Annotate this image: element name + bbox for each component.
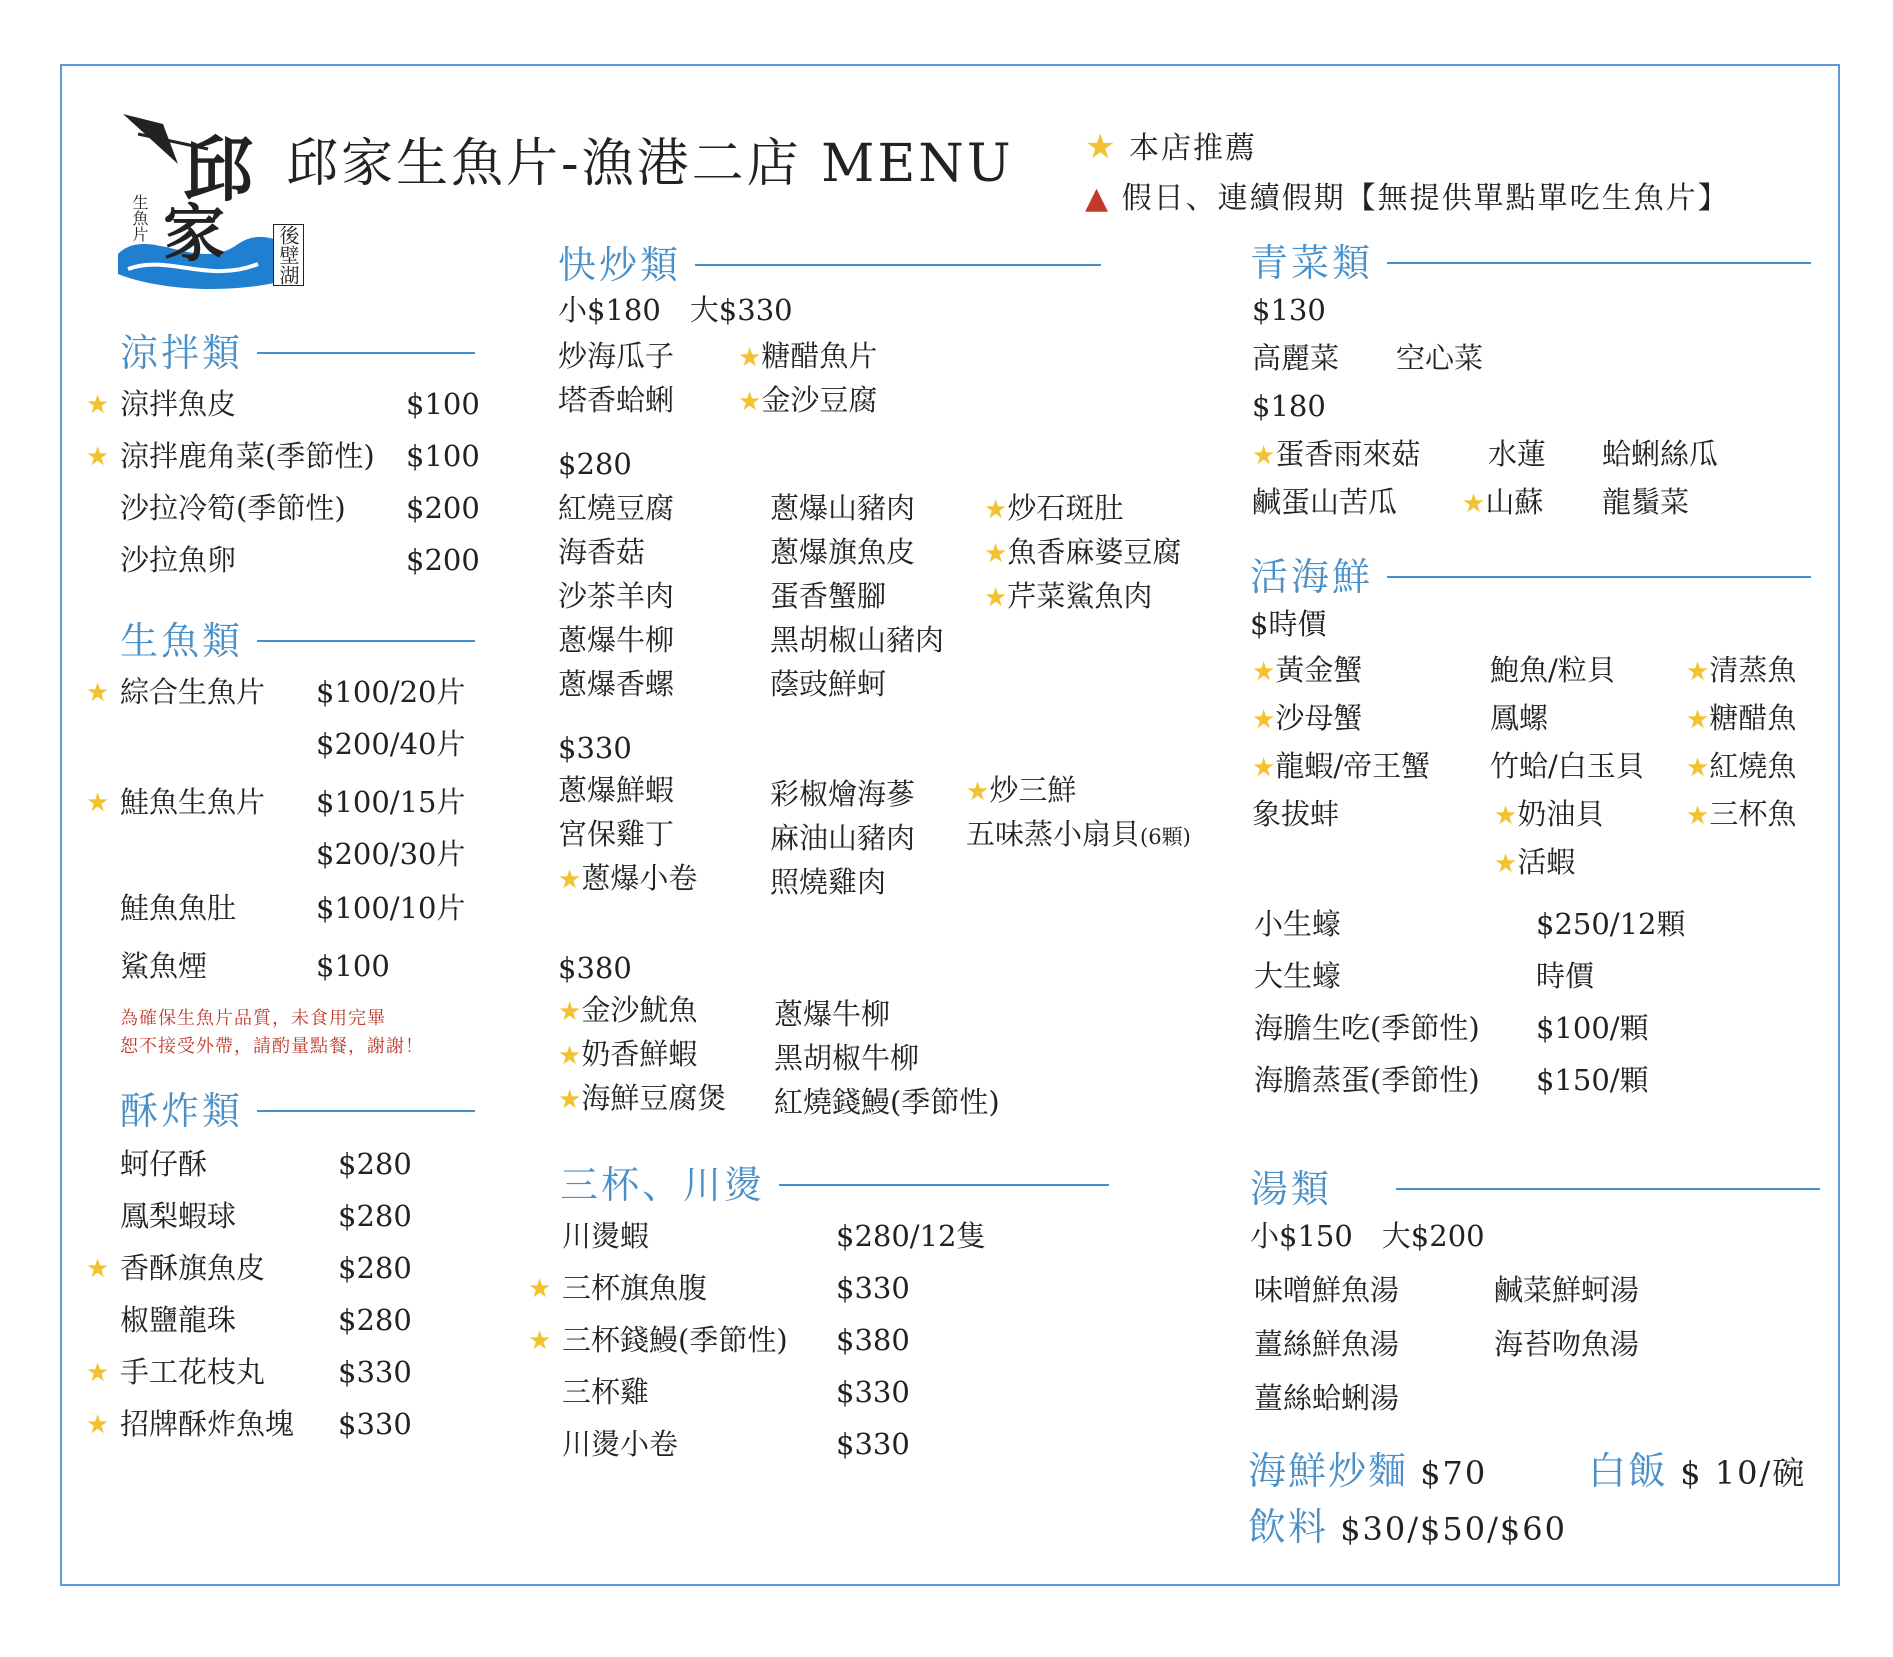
stirfry-item: ★蔥爆小卷 [558,861,698,895]
live-item: 鮑魚/粒貝 [1490,653,1616,687]
sashimi-item-price: $100 [316,949,390,983]
section-soup [1250,1167,1820,1211]
star-icon: ★ [1252,657,1276,687]
veg-item: 空心菜 [1396,341,1484,375]
liangban-item-name: 涼拌鹿角菜(季節性) [120,439,375,473]
star-icon: ★ [86,1254,110,1284]
fried-item-price: $330 [338,1355,412,1389]
star-icon: ★ [1252,441,1276,471]
stirfry-item: 蔭豉鮮蚵 [770,667,887,701]
sanbei-item-name: 三杯旗魚腹 [562,1271,708,1305]
noodle-label: 海鮮炒麵 [1248,1449,1409,1493]
live-item: ★糖醋魚 [1686,701,1797,735]
noodle-price: $70 [1420,1454,1488,1492]
stirfry-item: 蔥爆牛柳 [774,997,891,1031]
stirfry-price: $280 [558,447,632,481]
section-sashimi [120,619,475,663]
star-icon: ★ [86,788,110,818]
section-rule [1387,576,1811,578]
section-rule [1396,1188,1820,1190]
stirfry-size: 小$180 大$330 [558,293,793,327]
footer-drink [1248,1505,1567,1549]
oyster-name: 大生蠔 [1254,959,1342,993]
star-icon: ★ [966,777,990,807]
star-icon: ★ [738,343,762,373]
section-heading: 快炒類 [558,243,682,287]
warning-triangle-icon: ▲ [1085,181,1111,216]
stirfry-item: 紅燒錢鰻(季節性) [774,1085,1000,1119]
soup-item: 味噌鮮魚湯 [1254,1273,1400,1307]
star-icon: ★ [738,387,762,417]
live-item: ★沙母蟹 [1252,701,1363,735]
star-icon: ★ [558,1085,582,1115]
stirfry-item: 塔香蛤蜊 [558,383,675,417]
fried-item-price: $280 [338,1147,412,1181]
sanbei-item-name: 川燙蝦 [562,1219,650,1253]
legend-recommended-label: 本店推薦 [1129,131,1258,166]
legend-holiday-note: 假日、連續假期【無提供單點單吃生魚片】 [1121,181,1730,216]
fried-item-price: $280 [338,1199,412,1233]
sashimi-item-name: 綜合生魚片 [120,675,266,709]
rice-label: 白飯 [1588,1449,1669,1493]
section-heading: 青菜類 [1250,241,1374,285]
section-rule [1387,262,1811,264]
live-item: ★清蒸魚 [1686,653,1797,687]
star-icon: ★ [528,1274,552,1304]
star-icon: ★ [86,1358,110,1388]
sanbei-item-name: 三杯雞 [562,1375,650,1409]
soup-item: 薑絲蛤蜊湯 [1254,1381,1400,1415]
liangban-item-price: $100 [406,439,480,473]
star-icon: ★ [1686,801,1710,831]
stirfry-item: 蔥爆旗魚皮 [770,535,916,569]
sanbei-item-price: $380 [836,1323,910,1357]
section-heading: 活海鮮 [1250,555,1374,599]
sashimi-item-price: $100/15片 [316,785,466,819]
stirfry-item: 麻油山豬肉 [770,821,916,855]
legend-recommended [1085,127,1258,167]
star-icon: ★ [86,390,110,420]
oyster-name: 小生蠔 [1254,907,1342,941]
fried-item-name: 椒鹽龍珠 [120,1303,237,1337]
stirfry-item: 宮保雞丁 [558,817,675,851]
live-item: 鳳螺 [1490,701,1549,735]
section-heading: 涼拌類 [120,331,244,375]
portion-note: (6顆) [1140,825,1191,849]
logo-sub-2: 後壁湖 [273,224,304,286]
liangban-item-price: $200 [406,491,480,525]
veg-item: ★山蘇 [1462,485,1544,519]
section-rule [779,1184,1109,1186]
star-icon: ★ [558,997,582,1027]
star-icon: ★ [1494,801,1518,831]
live-item: ★奶油貝 [1494,797,1605,831]
stirfry-item: 蔥爆牛柳 [558,623,675,657]
stirfry-item: ★芹菜鯊魚肉 [984,579,1153,613]
sashimi-note-1: 為確保生魚片品質，未食用完畢 [120,1008,386,1029]
stirfry-item: 海香菇 [558,535,646,569]
star-icon: ★ [984,539,1008,569]
stirfry-price: $330 [558,731,632,765]
fried-item-name: 手工花枝丸 [120,1355,266,1389]
oyster-name: 海膽生吃(季節性) [1254,1011,1480,1045]
live-item: ★活蝦 [1494,845,1576,879]
sashimi-item-name: 鮭魚魚肚 [120,891,237,925]
star-icon: ★ [984,583,1008,613]
live-item: 竹蛤/白玉貝 [1490,749,1645,783]
section-stirfry [558,243,1101,287]
stirfry-item: ★海鮮豆腐煲 [558,1081,727,1115]
stirfry-item: 沙茶羊肉 [558,579,675,613]
logo-sub-1: 生魚片 [130,194,149,242]
stirfry-item: 蔥爆山豬肉 [770,491,916,525]
star-icon: ★ [1252,705,1276,735]
sanbei-item-price: $280/12隻 [836,1219,986,1253]
oyster-price: $150/顆 [1536,1063,1649,1097]
fried-item-price: $280 [338,1251,412,1285]
stirfry-item: ★炒三鮮 [966,773,1077,807]
sashimi-item-price: $200/40片 [316,727,466,761]
section-heading: 酥炸類 [120,1089,244,1133]
star-icon: ★ [86,678,110,708]
legend-holiday [1085,181,1730,216]
drink-price: $30/$50/$60 [1340,1510,1567,1548]
sashimi-item-price: $200/30片 [316,837,466,871]
section-veg [1250,241,1811,285]
sashimi-item-price: $100/10片 [316,891,466,925]
logo-char-1: 邱 [183,128,253,211]
stirfry-item: 黑胡椒山豬肉 [770,623,945,657]
veg-item: 鹹蛋山苦瓜 [1252,485,1398,519]
section-rule [257,640,475,642]
oyster-price: $250/12顆 [1536,907,1686,941]
live-item: ★三杯魚 [1686,797,1797,831]
liangban-item-name: 涼拌魚皮 [120,387,237,421]
liangban-item-name: 沙拉冷筍(季節性) [120,491,346,525]
soup-item: 薑絲鮮魚湯 [1254,1327,1400,1361]
star-icon: ★ [1085,127,1118,167]
live-item: ★紅燒魚 [1686,749,1797,783]
fried-item-name: 香酥旗魚皮 [120,1251,266,1285]
logo-char-2: 家 [163,197,226,270]
star-icon: ★ [1686,657,1710,687]
liangban-item-name: 沙拉魚卵 [120,543,237,577]
section-sanbei [560,1163,1109,1207]
stirfry-item: 蔥爆香螺 [558,667,675,701]
live-item: 象拔蚌 [1252,797,1340,831]
footer-rice [1588,1449,1807,1493]
sanbei-item-name: 川燙小卷 [562,1427,679,1461]
soup-item: 海苔吻魚湯 [1494,1327,1640,1361]
live-item: ★龍蝦/帝王蟹 [1252,749,1431,783]
fried-item-name: 招牌酥炸魚塊 [120,1407,295,1441]
oyster-price: 時價 [1536,959,1595,993]
star-icon: ★ [984,495,1008,525]
stirfry-price: $380 [558,951,632,985]
stirfry-item: ★魚香麻婆豆腐 [984,535,1182,569]
soup-item: 鹹菜鮮蚵湯 [1494,1273,1640,1307]
stirfry-item: 炒海瓜子 [558,339,675,373]
section-heading: 三杯、川燙 [560,1163,766,1207]
stirfry-item: ★金沙豆腐 [738,383,878,417]
section-heading: 湯類 [1250,1167,1333,1211]
star-icon: ★ [1462,489,1486,519]
soup-size: 小$150 大$200 [1250,1219,1485,1253]
sanbei-item-name: 三杯錢鰻(季節性) [562,1323,788,1357]
fried-item-name: 蚵仔酥 [120,1147,208,1181]
live-item: ★黃金蟹 [1252,653,1363,687]
page-title: 邱家生魚片-漁港二店 MENU [286,134,1014,194]
veg-item: 高麗菜 [1252,341,1340,375]
star-icon: ★ [86,442,110,472]
rice-price: $ 10/碗 [1680,1454,1807,1492]
stirfry-item: 彩椒燴海蔘 [770,777,916,811]
stirfry-item: ★奶香鮮蝦 [558,1037,698,1071]
star-icon: ★ [558,865,582,895]
stirfry-item: ★糖醋魚片 [738,339,878,373]
section-live [1250,555,1811,599]
stirfry-item: 蛋香蟹腳 [770,579,887,613]
stirfry-item: 黑胡椒牛柳 [774,1041,920,1075]
sashimi-item-name: 鮭魚生魚片 [120,785,266,819]
stirfry-item: 蔥爆鮮蝦 [558,773,675,807]
stirfry-item: ★炒石斑肚 [984,491,1124,525]
section-fried [120,1089,475,1133]
sashimi-note-2: 恕不接受外帶，請酌量點餐，謝謝！ [120,1036,424,1057]
sashimi-item-price: $100/20片 [316,675,466,709]
fried-item-name: 鳳梨蝦球 [120,1199,237,1233]
star-icon: ★ [1686,705,1710,735]
fried-item-price: $280 [338,1303,412,1337]
section-rule [257,1110,475,1112]
liangban-item-price: $200 [406,543,480,577]
stirfry-item: 五味蒸小扇貝(6顆) [966,817,1191,851]
section-rule [257,352,475,354]
star-icon: ★ [1252,753,1276,783]
star-icon: ★ [528,1326,552,1356]
star-icon: ★ [558,1041,582,1071]
liangban-item-price: $100 [406,387,480,421]
sanbei-item-price: $330 [836,1375,910,1409]
footer-noodle [1248,1449,1488,1493]
sanbei-item-price: $330 [836,1271,910,1305]
star-icon: ★ [1494,849,1518,879]
veg-item: 蛤蜊絲瓜 [1602,437,1719,471]
stirfry-item: ★金沙魷魚 [558,993,698,1027]
section-liangban [120,331,475,375]
section-heading: 生魚類 [120,619,244,663]
veg-item: 水蓮 [1488,437,1547,471]
section-rule [695,264,1101,266]
oyster-name: 海膽蒸蛋(季節性) [1254,1063,1480,1097]
veg-item: 龍鬚菜 [1602,485,1690,519]
veg-price: $130 [1252,293,1326,327]
drink-label: 飲料 [1248,1505,1329,1549]
stirfry-item: 紅燒豆腐 [558,491,675,525]
star-icon: ★ [86,1410,110,1440]
stirfry-item: 照燒雞肉 [770,865,887,899]
oyster-price: $100/顆 [1536,1011,1649,1045]
star-icon: ★ [1686,753,1710,783]
veg-item: ★蛋香雨來菇 [1252,437,1421,471]
fried-item-price: $330 [338,1407,412,1441]
logo [108,104,308,294]
live-price: $時價 [1250,607,1327,641]
veg-price: $180 [1252,389,1326,423]
sanbei-item-price: $330 [836,1427,910,1461]
sashimi-item-name: 鯊魚煙 [120,949,208,983]
